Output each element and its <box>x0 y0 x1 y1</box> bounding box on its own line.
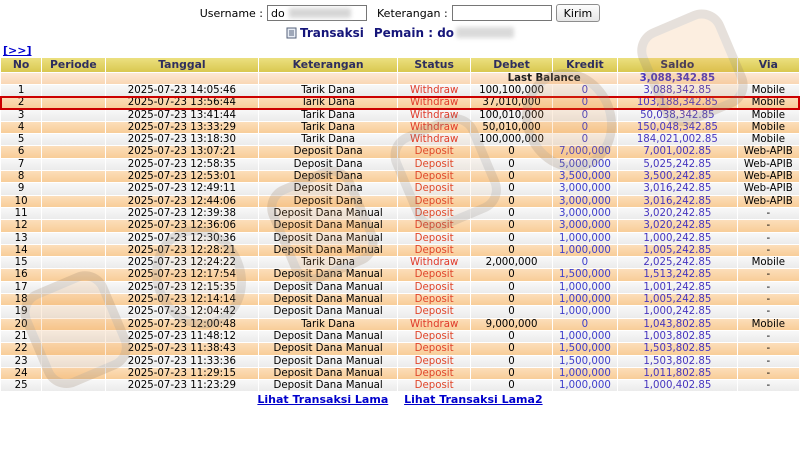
last-balance-value: 3,088,342.85 <box>618 73 737 85</box>
table-row[interactable] <box>1 134 799 145</box>
cell-no: 12 <box>1 220 41 231</box>
cell-status: Deposit <box>398 233 470 244</box>
cell-via: Mobile <box>738 110 799 121</box>
cell-tanggal: 2025-07-23 12:58:35 <box>106 159 259 170</box>
cell-saldo: 1,001,242.85 <box>618 282 737 293</box>
cell-tanggal: 2025-07-23 13:33:29 <box>106 122 259 133</box>
cell-via: - <box>738 269 799 280</box>
transaksi-link[interactable]: Transaksi <box>299 26 364 40</box>
cell-keterangan: Deposit Dana Manual <box>259 233 397 244</box>
cell-keterangan: Tarik Dana <box>259 85 397 96</box>
cell-saldo: 3,020,242.85 <box>618 208 737 219</box>
cell-kredit: 3,000,000 <box>553 196 617 207</box>
cell-saldo: 7,001,002.85 <box>618 146 737 157</box>
cell-no: 3 <box>1 110 41 121</box>
cell-keterangan: Deposit Dana Manual <box>259 306 397 317</box>
cell-no: 8 <box>1 171 41 182</box>
table-header-row <box>1 58 799 72</box>
cell-tanggal: 2025-07-23 11:33:36 <box>106 356 259 367</box>
cell-debet: 0 <box>471 294 551 305</box>
cell-tanggal: 2025-07-23 13:18:30 <box>106 134 259 145</box>
table-row[interactable] <box>1 294 799 305</box>
cell-debet: 0 <box>471 331 551 342</box>
cell-debet: 0 <box>471 159 551 170</box>
cell-debet: 0 <box>471 356 551 367</box>
cell-empty <box>106 73 259 85</box>
cell-via: Web-APIB <box>738 196 799 207</box>
cell-debet: 0 <box>471 368 551 379</box>
cell-keterangan: Deposit Dana Manual <box>259 282 397 293</box>
cell-periode <box>42 159 104 170</box>
cell-kredit: 3,500,000 <box>553 171 617 182</box>
cell-saldo: 3,500,242.85 <box>618 171 737 182</box>
cell-tanggal: 2025-07-23 11:23:29 <box>106 380 259 391</box>
cell-debet: 0 <box>471 183 551 194</box>
cell-via: Mobile <box>738 97 799 108</box>
cell-keterangan: Deposit Dana <box>259 196 397 207</box>
cell-empty <box>1 73 41 85</box>
cell-via: Web-APIB <box>738 183 799 194</box>
cell-status: Deposit <box>398 196 470 207</box>
cell-debet: 0 <box>471 245 551 256</box>
cell-no: 13 <box>1 233 41 244</box>
cell-status: Deposit <box>398 269 470 280</box>
cell-via: Mobile <box>738 134 799 145</box>
cell-tanggal: 2025-07-23 12:39:38 <box>106 208 259 219</box>
cell-tanggal: 2025-07-23 12:17:54 <box>106 269 259 280</box>
cell-via: - <box>738 233 799 244</box>
transactions-table <box>0 57 800 392</box>
table-row[interactable] <box>1 356 799 367</box>
cell-tanggal: 2025-07-23 12:15:35 <box>106 282 259 293</box>
cell-saldo: 1,005,242.85 <box>618 245 737 256</box>
cell-saldo: 1,503,802.85 <box>618 343 737 354</box>
col-header-debet: Debet <box>471 58 551 72</box>
cell-status: Deposit <box>398 331 470 342</box>
cell-keterangan: Deposit Dana Manual <box>259 331 397 342</box>
cell-tanggal: 2025-07-23 12:28:21 <box>106 245 259 256</box>
cell-periode <box>42 85 104 96</box>
last-balance-row <box>1 73 799 85</box>
cell-periode <box>42 146 104 157</box>
cell-no: 2 <box>1 97 41 108</box>
cell-keterangan: Deposit Dana Manual <box>259 380 397 391</box>
cell-via: Mobile <box>738 257 799 268</box>
cell-tanggal: 2025-07-23 12:00:48 <box>106 319 259 330</box>
cell-debet: 0 <box>471 171 551 182</box>
cell-via: - <box>738 294 799 305</box>
table-row[interactable] <box>1 368 799 379</box>
cell-periode <box>42 196 104 207</box>
cell-no: 9 <box>1 183 41 194</box>
cell-tanggal: 2025-07-23 12:30:36 <box>106 233 259 244</box>
cell-no: 17 <box>1 282 41 293</box>
cell-keterangan: Deposit Dana <box>259 159 397 170</box>
cell-periode <box>42 380 104 391</box>
cell-kredit: 3,000,000 <box>553 208 617 219</box>
cell-saldo: 1,000,242.85 <box>618 306 737 317</box>
transactions-body <box>1 85 799 391</box>
cell-kredit: 1,500,000 <box>553 356 617 367</box>
cell-periode <box>42 208 104 219</box>
cell-via: - <box>738 220 799 231</box>
cell-periode <box>42 356 104 367</box>
cell-saldo: 3,088,342.85 <box>618 85 737 96</box>
cell-saldo: 5,025,242.85 <box>618 159 737 170</box>
cell-debet: 100,000,000 <box>471 134 551 145</box>
cell-debet: 0 <box>471 380 551 391</box>
cell-no: 11 <box>1 208 41 219</box>
cell-keterangan: Deposit Dana Manual <box>259 245 397 256</box>
cell-periode <box>42 183 104 194</box>
col-header-via: Via <box>738 58 799 72</box>
username-input-wrap <box>267 5 367 21</box>
player-label: Pemain : do <box>373 26 455 40</box>
cell-tanggal: 2025-07-23 13:41:44 <box>106 110 259 121</box>
page-title <box>0 26 800 40</box>
cell-periode <box>42 368 104 379</box>
cell-status: Deposit <box>398 356 470 367</box>
table-row[interactable] <box>1 146 799 157</box>
cell-kredit: 0 <box>553 257 617 268</box>
cell-keterangan: Deposit Dana Manual <box>259 294 397 305</box>
cell-no: 24 <box>1 368 41 379</box>
cell-keterangan: Tarik Dana <box>259 122 397 133</box>
cell-keterangan: Deposit Dana Manual <box>259 220 397 231</box>
cell-kredit: 1,500,000 <box>553 269 617 280</box>
table-row[interactable] <box>1 282 799 293</box>
cell-status: Deposit <box>398 245 470 256</box>
cell-tanggal: 2025-07-23 13:07:21 <box>106 146 259 157</box>
cell-kredit: 1,000,000 <box>553 282 617 293</box>
cell-via: Web-APIB <box>738 171 799 182</box>
cell-via: Mobile <box>738 122 799 133</box>
cell-keterangan: Deposit Dana Manual <box>259 356 397 367</box>
cell-debet: 0 <box>471 282 551 293</box>
col-header-keterangan: Keterangan <box>259 58 397 72</box>
cell-periode <box>42 319 104 330</box>
col-header-status: Status <box>398 58 470 72</box>
document-icon <box>286 27 297 39</box>
next-page-link[interactable]: [>>] <box>3 44 32 57</box>
cell-status: Deposit <box>398 208 470 219</box>
table-row[interactable] <box>1 331 799 342</box>
footer-links <box>0 393 800 406</box>
cell-periode <box>42 97 104 108</box>
cell-saldo: 150,048,342.85 <box>618 122 737 133</box>
last-balance-label: Last Balance <box>471 73 617 85</box>
table-row[interactable] <box>1 97 799 108</box>
cell-kredit: 1,000,000 <box>553 368 617 379</box>
cell-via: - <box>738 208 799 219</box>
cell-periode <box>42 294 104 305</box>
cell-status: Withdraw <box>398 110 470 121</box>
cell-kredit: 0 <box>553 97 617 108</box>
table-row[interactable] <box>1 269 799 280</box>
cell-kredit: 3,000,000 <box>553 220 617 231</box>
cell-tanggal: 2025-07-23 11:38:43 <box>106 343 259 354</box>
cell-status: Deposit <box>398 183 470 194</box>
cell-periode <box>42 245 104 256</box>
cell-kredit: 0 <box>553 319 617 330</box>
table-row[interactable] <box>1 208 799 219</box>
cell-kredit: 1,500,000 <box>553 343 617 354</box>
table-row[interactable] <box>1 257 799 268</box>
cell-kredit: 0 <box>553 122 617 133</box>
cell-saldo: 1,000,402.85 <box>618 380 737 391</box>
cell-periode <box>42 306 104 317</box>
cell-keterangan: Tarik Dana <box>259 257 397 268</box>
cell-debet: 0 <box>471 269 551 280</box>
cell-saldo: 1,043,802.85 <box>618 319 737 330</box>
cell-status: Deposit <box>398 282 470 293</box>
col-header-kredit: Kredit <box>553 58 617 72</box>
cell-saldo: 3,016,242.85 <box>618 196 737 207</box>
cell-empty <box>42 73 104 85</box>
cell-tanggal: 2025-07-23 12:49:11 <box>106 183 259 194</box>
cell-status: Withdraw <box>398 257 470 268</box>
cell-kredit: 0 <box>553 134 617 145</box>
col-header-periode: Periode <box>42 58 104 72</box>
cell-kredit: 0 <box>553 85 617 96</box>
cell-tanggal: 2025-07-23 12:36:06 <box>106 220 259 231</box>
cell-no: 15 <box>1 257 41 268</box>
cell-via: - <box>738 356 799 367</box>
cell-tanggal: 2025-07-23 12:04:42 <box>106 306 259 317</box>
keterangan-input[interactable] <box>452 5 552 21</box>
table-row[interactable] <box>1 319 799 330</box>
cell-status: Withdraw <box>398 134 470 145</box>
cell-saldo: 103,188,342.85 <box>618 97 737 108</box>
cell-saldo: 3,016,242.85 <box>618 183 737 194</box>
cell-status: Withdraw <box>398 97 470 108</box>
cell-periode <box>42 134 104 145</box>
cell-keterangan: Deposit Dana <box>259 171 397 182</box>
table-row[interactable] <box>1 343 799 354</box>
table-row[interactable] <box>1 245 799 256</box>
cell-kredit: 1,000,000 <box>553 245 617 256</box>
cell-saldo: 184,021,002.85 <box>618 134 737 145</box>
cell-no: 23 <box>1 356 41 367</box>
cell-periode <box>42 269 104 280</box>
cell-keterangan: Deposit Dana <box>259 146 397 157</box>
cell-periode <box>42 343 104 354</box>
cell-debet: 9,000,000 <box>471 319 551 330</box>
cell-saldo: 1,011,802.85 <box>618 368 737 379</box>
cell-tanggal: 2025-07-23 12:44:06 <box>106 196 259 207</box>
cell-via: - <box>738 331 799 342</box>
cell-saldo: 2,025,242.85 <box>618 257 737 268</box>
cell-kredit: 1,000,000 <box>553 233 617 244</box>
cell-debet: 0 <box>471 208 551 219</box>
kirim-button[interactable]: Kirim <box>556 4 601 22</box>
cell-status: Deposit <box>398 171 470 182</box>
cell-tanggal: 2025-07-23 12:24:22 <box>106 257 259 268</box>
keterangan-label: Keterangan : <box>377 6 448 20</box>
cell-empty <box>259 73 397 85</box>
cell-debet: 2,000,000 <box>471 257 551 268</box>
table-row[interactable] <box>1 122 799 133</box>
cell-kredit: 3,000,000 <box>553 183 617 194</box>
cell-keterangan: Deposit Dana Manual <box>259 269 397 280</box>
cell-no: 22 <box>1 343 41 354</box>
cell-kredit: 1,000,000 <box>553 306 617 317</box>
col-header-no: No <box>1 58 41 72</box>
cell-empty <box>398 73 470 85</box>
cell-keterangan: Deposit Dana <box>259 183 397 194</box>
col-header-tanggal: Tanggal <box>106 58 259 72</box>
cell-via: - <box>738 306 799 317</box>
cell-keterangan: Deposit Dana Manual <box>259 343 397 354</box>
table-row[interactable] <box>1 196 799 207</box>
cell-saldo: 1,003,802.85 <box>618 331 737 342</box>
cell-keterangan: Tarik Dana <box>259 134 397 145</box>
cell-periode <box>42 110 104 121</box>
cell-via: Web-APIB <box>738 146 799 157</box>
lihat-transaksi-lama-link[interactable]: Lihat Transaksi Lama <box>257 393 389 406</box>
cell-saldo: 3,020,242.85 <box>618 220 737 231</box>
cell-debet: 100,010,000 <box>471 110 551 121</box>
col-header-saldo: Saldo <box>618 58 737 72</box>
cell-tanggal: 2025-07-23 11:48:12 <box>106 331 259 342</box>
cell-status: Withdraw <box>398 319 470 330</box>
cell-periode <box>42 122 104 133</box>
cell-no: 20 <box>1 319 41 330</box>
cell-debet: 100,100,000 <box>471 85 551 96</box>
cell-saldo: 1,005,242.85 <box>618 294 737 305</box>
cell-status: Deposit <box>398 146 470 157</box>
cell-keterangan: Tarik Dana <box>259 110 397 121</box>
cell-via: - <box>738 245 799 256</box>
cell-periode <box>42 171 104 182</box>
table-row[interactable] <box>1 171 799 182</box>
cell-status: Withdraw <box>398 122 470 133</box>
cell-no: 1 <box>1 85 41 96</box>
cell-keterangan: Deposit Dana Manual <box>259 368 397 379</box>
cell-via: Mobile <box>738 319 799 330</box>
cell-periode <box>42 233 104 244</box>
cell-kredit: 0 <box>553 110 617 121</box>
cell-via: - <box>738 380 799 391</box>
cell-saldo: 1,000,242.85 <box>618 233 737 244</box>
lihat-transaksi-lama2-link[interactable]: Lihat Transaksi Lama2 <box>404 393 543 406</box>
cell-tanggal: 2025-07-23 12:53:01 <box>106 171 259 182</box>
cell-status: Deposit <box>398 294 470 305</box>
cell-saldo: 50,038,342.85 <box>618 110 737 121</box>
cell-kredit: 1,000,000 <box>553 294 617 305</box>
cell-debet: 0 <box>471 146 551 157</box>
cell-debet: 0 <box>471 220 551 231</box>
cell-debet: 37,010,000 <box>471 97 551 108</box>
cell-via: Web-APIB <box>738 159 799 170</box>
cell-no: 16 <box>1 269 41 280</box>
cell-tanggal: 2025-07-23 14:05:46 <box>106 85 259 96</box>
table-row[interactable] <box>1 306 799 317</box>
cell-debet: 0 <box>471 196 551 207</box>
cell-no: 7 <box>1 159 41 170</box>
cell-status: Deposit <box>398 220 470 231</box>
cell-kredit: 1,000,000 <box>553 380 617 391</box>
cell-debet: 0 <box>471 233 551 244</box>
cell-via: - <box>738 282 799 293</box>
cell-periode <box>42 282 104 293</box>
table-row[interactable] <box>1 233 799 244</box>
cell-keterangan: Tarik Dana <box>259 97 397 108</box>
cell-saldo: 1,513,242.85 <box>618 269 737 280</box>
cell-no: 5 <box>1 134 41 145</box>
cell-periode <box>42 220 104 231</box>
cell-debet: 50,010,000 <box>471 122 551 133</box>
cell-no: 14 <box>1 245 41 256</box>
cell-keterangan: Deposit Dana Manual <box>259 208 397 219</box>
cell-no: 18 <box>1 294 41 305</box>
table-row[interactable] <box>1 220 799 231</box>
cell-no: 19 <box>1 306 41 317</box>
cell-no: 4 <box>1 122 41 133</box>
cell-status: Deposit <box>398 159 470 170</box>
cell-periode <box>42 257 104 268</box>
cell-status: Deposit <box>398 380 470 391</box>
cell-kredit: 5,000,000 <box>553 159 617 170</box>
cell-kredit: 7,000,000 <box>553 146 617 157</box>
cell-no: 21 <box>1 331 41 342</box>
cell-periode <box>42 331 104 342</box>
table-row[interactable] <box>1 85 799 96</box>
cell-via: Mobile <box>738 85 799 96</box>
table-row[interactable] <box>1 380 799 391</box>
transaction-form <box>0 4 800 22</box>
table-row[interactable] <box>1 183 799 194</box>
cell-debet: 0 <box>471 306 551 317</box>
cell-no: 25 <box>1 380 41 391</box>
cell-debet: 0 <box>471 343 551 354</box>
pager <box>3 44 32 57</box>
table-row[interactable] <box>1 159 799 170</box>
cell-status: Deposit <box>398 368 470 379</box>
cell-keterangan: Tarik Dana <box>259 319 397 330</box>
cell-no: 10 <box>1 196 41 207</box>
cell-empty <box>738 73 799 85</box>
cell-via: - <box>738 368 799 379</box>
redaction-blur <box>456 27 514 38</box>
cell-tanggal: 2025-07-23 12:14:14 <box>106 294 259 305</box>
cell-no: 6 <box>1 146 41 157</box>
cell-status: Deposit <box>398 306 470 317</box>
cell-kredit: 1,000,000 <box>553 331 617 342</box>
username-label: Username : <box>199 6 264 20</box>
cell-status: Deposit <box>398 343 470 354</box>
cell-tanggal: 2025-07-23 13:56:44 <box>106 97 259 108</box>
cell-status: Withdraw <box>398 85 470 96</box>
redaction-blur <box>289 8 351 18</box>
cell-tanggal: 2025-07-23 11:29:15 <box>106 368 259 379</box>
cell-via: - <box>738 343 799 354</box>
table-row[interactable] <box>1 110 799 121</box>
cell-saldo: 1,503,802.85 <box>618 356 737 367</box>
